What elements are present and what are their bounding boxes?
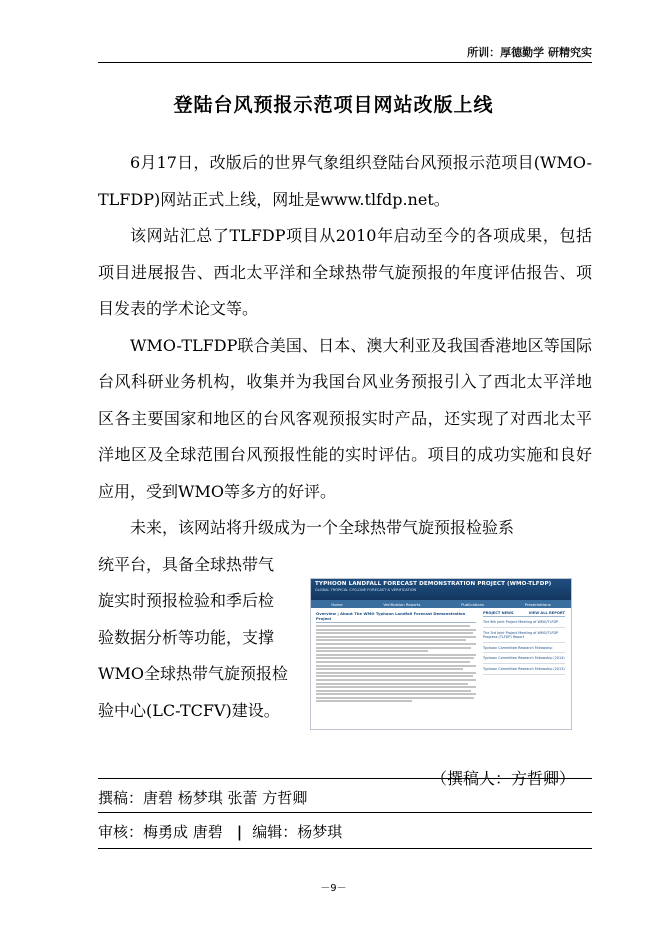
side-item-label: Typhoon Committee Research Fellowship	[483, 645, 553, 650]
side-heading	[483, 611, 565, 617]
site-nav	[311, 600, 571, 608]
nav-verification: Verification Reports	[383, 601, 421, 607]
nav-home: Home	[331, 601, 343, 607]
writers-label: 撰稿：	[98, 789, 144, 807]
article-title: 登陆台风预报示范项目网站改版上线	[173, 94, 494, 116]
site-sidebar	[483, 611, 565, 678]
wrap-line: 验中心(LC-TCFV)建设。	[98, 700, 280, 720]
credits-top-rule	[98, 778, 592, 779]
side-item-label: Typhoon Committee Research Fellowship (2014)	[483, 656, 565, 661]
paragraph: 该网站汇总了TLFDP项目从2010年启动至今的各项成果，包括项目进展报告、西北太平洋和全球热带气旋预报的年度评估报告、项目发表的学术论文等。	[98, 226, 592, 318]
header-motto: 所训：厚德勤学 研精究实	[467, 46, 592, 59]
credits-bottom-rule	[98, 848, 592, 849]
writers-credit	[98, 787, 307, 808]
site-main-heading: Overview | About The WMO Typhoon Landfall Forecast Demonstration Project	[316, 611, 476, 623]
review-credit	[98, 821, 342, 842]
nav-presentations: Presentations	[524, 601, 551, 607]
header-divider	[98, 62, 592, 63]
website-screenshot	[310, 578, 572, 730]
side-item	[483, 631, 565, 643]
side-item	[483, 656, 565, 664]
side-heading-label: PROJECT NEWS	[483, 611, 514, 615]
text-lines	[316, 625, 476, 702]
credits-mid-rule	[98, 812, 592, 813]
writers-names: 唐碧 杨梦琪 张蕾 方哲卿	[143, 789, 308, 807]
side-archive-link: VIEW ALL REPORT	[528, 611, 565, 615]
paragraph: WMO-TLFDP联合美国、日本、澳大利亚及我国香港地区等国际台风科研业务机构，收集并为我国台风业务预报引入了西北太平洋地区各主要国家和地区的台风客观预报实时产品，还实现了对西北太平洋地区及全球范围台风预报性能的实时评估。项目的成功实施和良好应用，受到WMO等多方的好评。	[98, 335, 592, 501]
paragraph-future-wrap	[98, 547, 298, 730]
site-subtitle: GLOBAL TROPICAL CYCLONE FORECAST & VERIFICATION	[315, 588, 417, 592]
editor-name: 杨梦琪	[297, 823, 343, 841]
credit-separator: |	[236, 823, 243, 841]
side-item	[483, 620, 565, 628]
byline: （撰稿人：方哲卿）	[430, 769, 575, 788]
wrap-line: WMO全球热带气旋预报检	[98, 664, 288, 683]
reviewer-names: 梅勇成 唐碧	[143, 823, 223, 841]
site-header	[311, 579, 571, 600]
side-item-label: The 3rd Joint Project Meeting of WMO/TLFDP Progress (TLFDP) Report	[483, 630, 559, 640]
wrap-line: 验数据分析等功能，支撑	[98, 627, 275, 647]
wrap-line: 统平台，具备全球热带气	[98, 554, 275, 574]
paragraph: 6月17日，改版后的世界气象组织登陆台风预报示范项目(WMO-TLFDP)网站正式上线，网址是www.tlfdp.net。	[98, 153, 592, 209]
side-item-label: Typhoon Committee Research Fellowship (2013)	[483, 666, 565, 671]
page-number: －9－	[320, 883, 347, 894]
side-item	[483, 646, 565, 654]
editor-label: 编辑：	[252, 823, 298, 841]
review-label: 审核：	[98, 823, 144, 841]
side-item	[483, 667, 565, 675]
site-main	[316, 611, 476, 704]
side-item-label: The 8th Joint Project Meeting of WMO/TLFDP	[483, 620, 559, 624]
nav-publications: Publications	[461, 601, 485, 607]
wrap-line: 旋实时预报检验和季后检	[98, 591, 275, 610]
paragraph-future-line: 未来，该网站将升级成为一个全球热带气旋预报检验系	[130, 518, 515, 537]
site-title: TYPHOON LANDFALL FORECAST DEMONSTRATION PROJECT (WMO-TLFDP)	[315, 581, 552, 587]
